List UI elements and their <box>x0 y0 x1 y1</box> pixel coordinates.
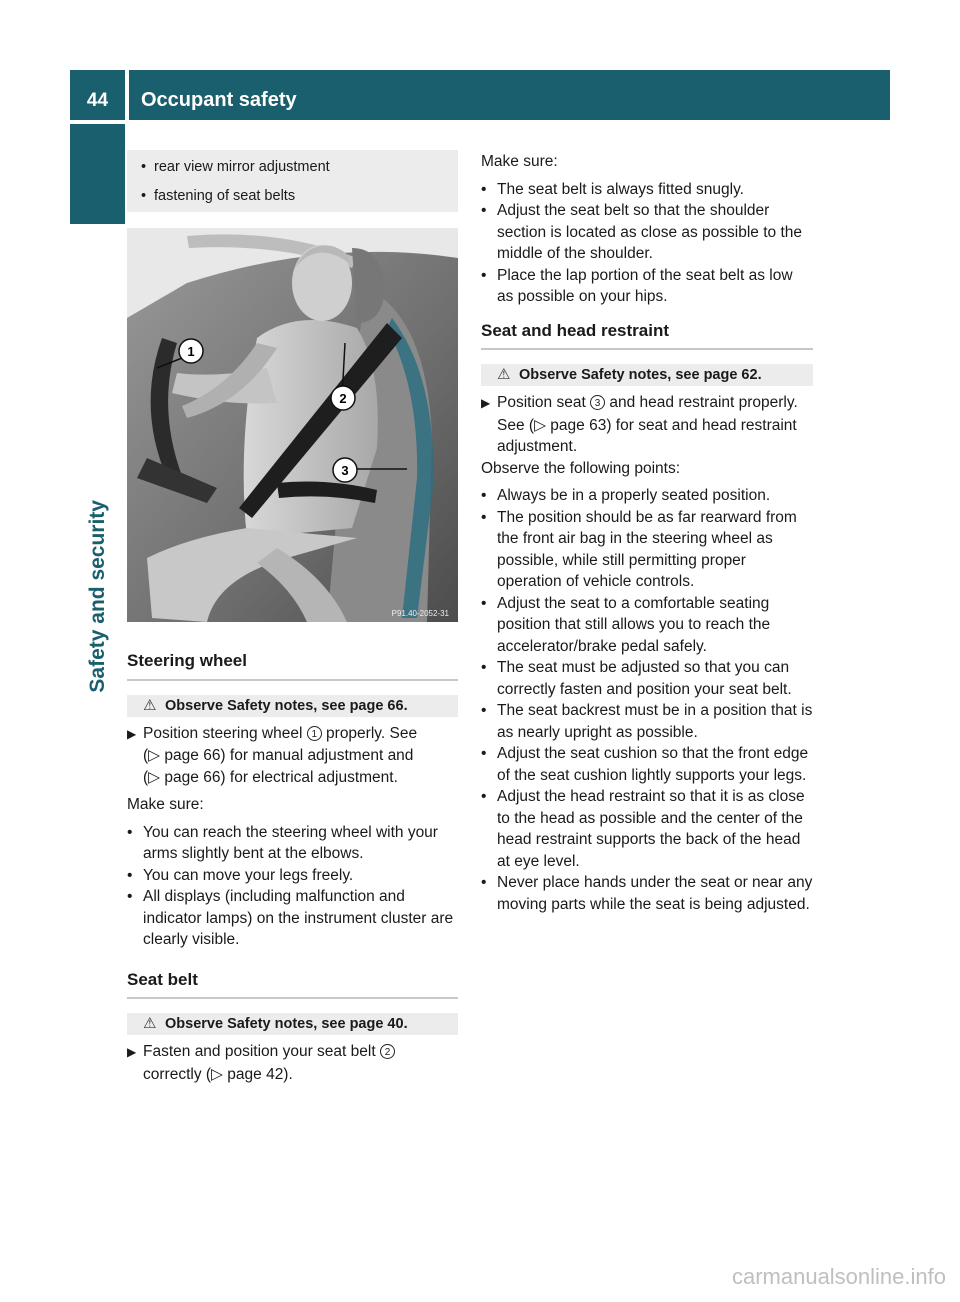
callout-2-label: 2 <box>339 391 347 406</box>
list-item: • Place the lap portion of the seat belt as low as possible on your hips. <box>481 266 793 305</box>
marker-1: 1 <box>307 726 322 741</box>
page-ref-icon: ▷ <box>148 747 161 764</box>
page-number: 44 <box>70 70 125 120</box>
bullet-icon: • <box>141 188 147 204</box>
make-sure-label: Make sure: <box>481 153 558 170</box>
marker-2: 2 <box>380 1044 395 1059</box>
seat-step: ▶ Position seat 3 and head restraint properly. See (▷ page 63) for seat and head restraint adjustment. <box>481 394 798 455</box>
steering-heading: Steering wheel <box>127 650 458 681</box>
seatbelt-heading: Seat belt <box>127 969 458 1000</box>
left-column <box>127 650 458 1085</box>
list-item: • Adjust the seat cushion so that the front edge of the seat cushion lightly supports your legs. <box>481 745 809 784</box>
callout-2 <box>331 386 355 410</box>
step-arrow-icon: ▶ <box>127 726 137 741</box>
make-sure-label: Make sure: <box>127 796 204 813</box>
list-item: • Always be in a properly seated position. <box>481 487 771 504</box>
side-tab-block <box>70 124 125 224</box>
observe-label: Observe the following points: <box>481 459 681 477</box>
list-item: • Adjust the seat to a comfortable seating position that still allows you to reach the accelerator/brake pedal safely. <box>481 594 771 655</box>
list-item: • fastening of seat belts <box>141 188 296 204</box>
list-item: • Adjust the seat belt so that the shoulder section is located as close as possible to the middle of the shoulder. <box>481 202 803 262</box>
right-column <box>481 151 813 915</box>
steering-step: ▶ Position steering wheel 1 properly. See (▷ page 66) for manual adjustment and (▷ page 66) for electrical adjustment. <box>127 724 418 786</box>
page-ref-icon: ▷ <box>534 416 546 434</box>
seat-warning: ⚠ Observe Safety notes, see page 62. <box>481 364 813 386</box>
list-item: • You can move your legs freely. <box>127 866 354 884</box>
adjustment-list <box>127 150 458 212</box>
side-tab-label: Safety and security <box>86 500 109 693</box>
warning-icon: ⚠ <box>143 1015 157 1032</box>
step-arrow-icon: ▶ <box>481 396 491 410</box>
callout-1-label: 1 <box>187 344 195 359</box>
bullet-icon: • <box>141 159 147 175</box>
list-item: • The seat backrest must be in a position that is as nearly upright as possible. <box>481 702 813 741</box>
list-item: • Never place hands under the seat or near any moving parts while the seat is being adjusted. <box>481 874 813 913</box>
figure-code: P91.40-2052-31 <box>391 609 449 618</box>
seatbelt-step: ▶ Fasten and position your seat belt 2 correctly (▷ page 42). <box>127 1041 458 1085</box>
driver-seating-illustration <box>127 228 458 622</box>
section-title: Occupant safety <box>129 70 890 120</box>
seatbelt-warning: ⚠ Observe Safety notes, see page 40. <box>127 1013 458 1035</box>
seat-heading: Seat and head restraint <box>481 320 813 351</box>
page-ref-icon: ▷ <box>211 1065 223 1083</box>
warning-icon: ⚠ <box>143 696 157 714</box>
callout-3-label: 3 <box>341 463 349 478</box>
list-item: • All displays (including malfunction and indicator lamps) on the instrument cluster are clearly visible. <box>127 888 454 948</box>
list-item: • rear view mirror adjustment <box>141 159 330 175</box>
list-item: • The seat belt is always fitted snugly. <box>481 180 744 198</box>
warning-icon: ⚠ <box>497 366 511 383</box>
marker-3: 3 <box>590 395 605 410</box>
callout-3 <box>333 458 357 482</box>
page-ref-icon: ▷ <box>148 768 161 786</box>
step-arrow-icon: ▶ <box>127 1045 137 1059</box>
list-item: • The seat must be adjusted so that you can correctly fasten and position your seat belt. <box>481 659 792 698</box>
steering-warning: ⚠ Observe Safety notes, see page 66. <box>127 695 458 717</box>
list-item: • You can reach the steering wheel with your arms slightly bent at the elbows. <box>127 823 438 862</box>
callout-1 <box>179 339 203 363</box>
list-item: • The position should be as far rearward from the front air bag in the steering wheel as possible, while still permitting proper operation of vehicle controls. <box>481 508 797 590</box>
list-item: • Adjust the head restraint so that it is as close to the head as possible and the center of the head restraint supports the back of the head at eye level. <box>481 788 805 870</box>
watermark: carmanualsonline.info <box>731 1264 946 1289</box>
